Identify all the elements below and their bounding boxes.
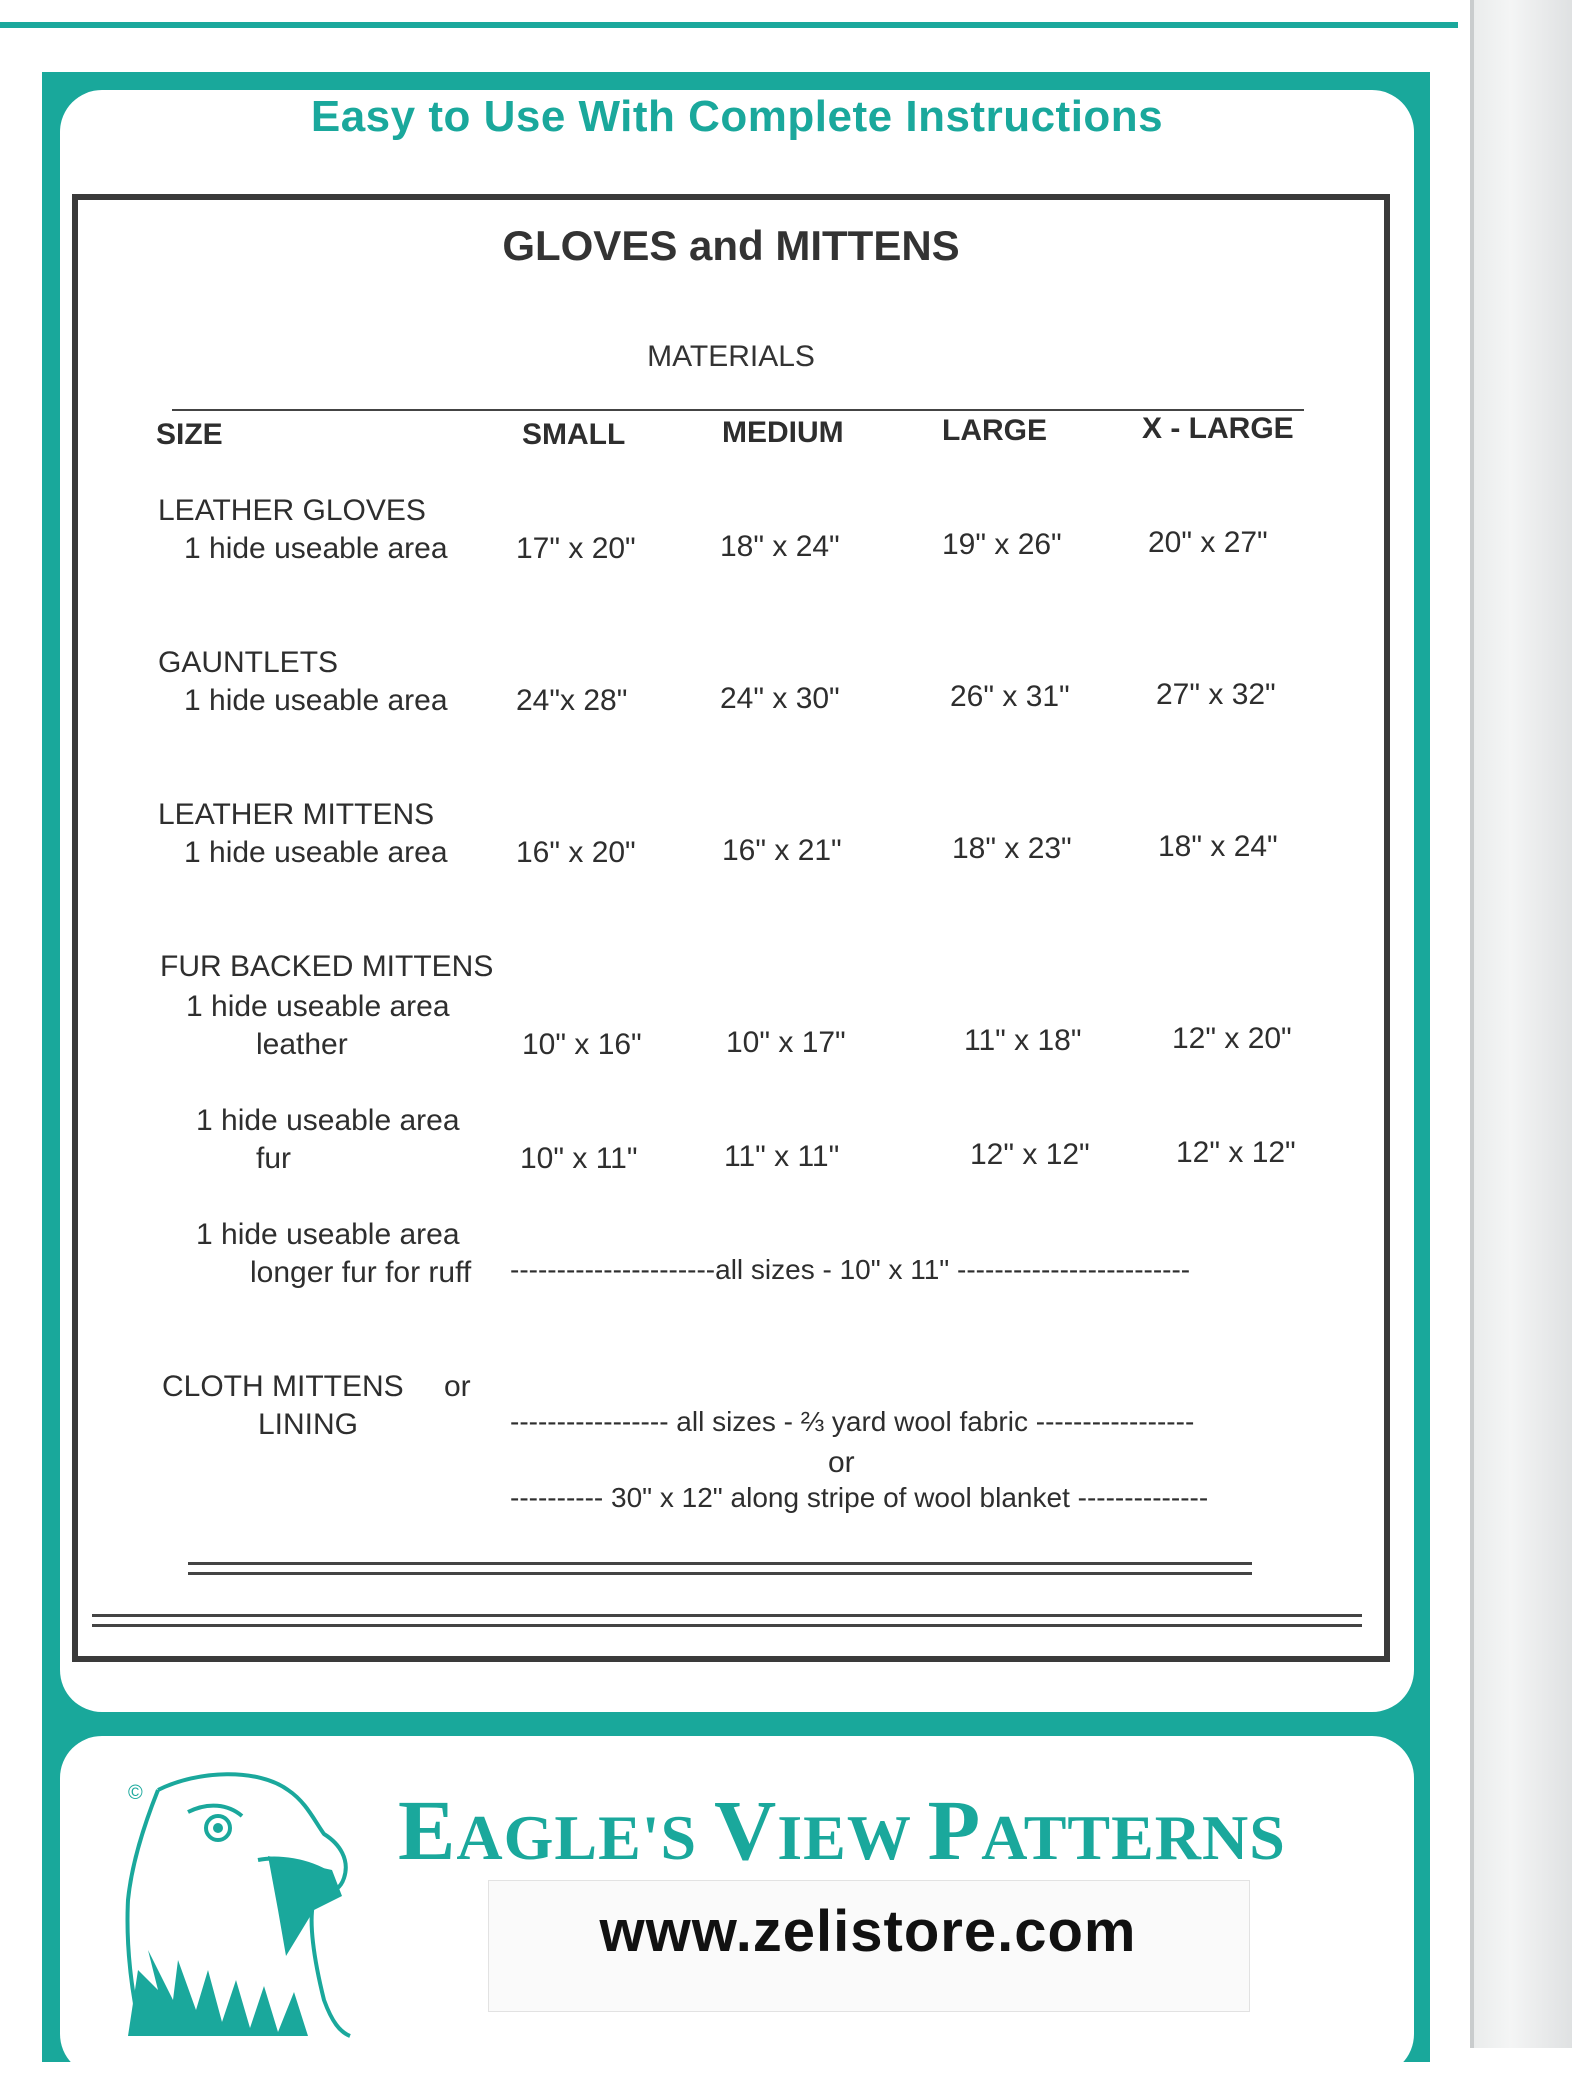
col-large: LARGE bbox=[942, 414, 1047, 447]
col-size: SIZE bbox=[156, 418, 223, 451]
cell-large: 26" x 31" bbox=[950, 680, 1070, 713]
row-fur-backed-mittens: FUR BACKED MITTENS bbox=[160, 950, 494, 983]
row-label: 1 hide useable area bbox=[196, 1218, 460, 1251]
brand-name: EAGLE'S VIEW PATTERNS bbox=[398, 1782, 1286, 1878]
cell-medium: 16" x 21" bbox=[722, 834, 842, 867]
cell-small: 24"x 28" bbox=[516, 684, 628, 717]
store-url[interactable]: www.zelistore.com bbox=[599, 1899, 1137, 1964]
row-gauntlets: GAUNTLETS bbox=[158, 646, 339, 679]
row-cloth-mittens: CLOTH MITTENS bbox=[162, 1370, 404, 1403]
page-edge bbox=[1470, 0, 1572, 2048]
cell-xlarge: 12" x 12" bbox=[1176, 1136, 1296, 1169]
row-sublabel: longer fur for ruff bbox=[250, 1256, 472, 1289]
page-title: GLOVES and MITTENS bbox=[502, 222, 960, 269]
cloth-or: or bbox=[828, 1446, 855, 1479]
cloth-blanket: ---------- 30" x 12" along stripe of wool blanket -------------- bbox=[510, 1482, 1209, 1513]
cell-large: 19" x 26" bbox=[942, 528, 1062, 561]
cell-medium: 18" x 24" bbox=[720, 530, 840, 563]
cell-xlarge: 18" x 24" bbox=[1158, 830, 1278, 863]
row-label: 1 hide useable area bbox=[184, 532, 448, 565]
col-medium: MEDIUM bbox=[722, 416, 844, 449]
cell-large: 12" x 12" bbox=[970, 1138, 1090, 1171]
header-rule bbox=[172, 409, 1304, 411]
row-cloth-or: or bbox=[444, 1370, 471, 1403]
ruff-all-sizes: ----------------------all sizes - 10" x 11" ------------------------- bbox=[510, 1254, 1191, 1285]
row-lining: LINING bbox=[258, 1408, 359, 1441]
top-border-line bbox=[0, 22, 1458, 28]
row-label: 1 hide useable area bbox=[184, 684, 448, 717]
copyright-mark: © bbox=[128, 1782, 143, 1804]
row-sublabel: fur bbox=[256, 1142, 292, 1175]
cell-medium: 11" x 11" bbox=[724, 1140, 840, 1173]
table-end-rule bbox=[188, 1562, 1252, 1575]
cloth-all-sizes: ----------------- all sizes - ⅔ yard wool fabric ----------------- bbox=[510, 1406, 1195, 1437]
row-leather-mittens: LEATHER MITTENS bbox=[158, 798, 435, 831]
cell-small: 10" x 16" bbox=[522, 1028, 642, 1061]
col-small: SMALL bbox=[522, 418, 626, 451]
cell-small: 17" x 20" bbox=[516, 532, 636, 565]
cell-xlarge: 12" x 20" bbox=[1172, 1022, 1292, 1055]
eagle-head-icon bbox=[118, 1760, 354, 2040]
cell-medium: 10" x 17" bbox=[726, 1026, 846, 1059]
cell-small: 10" x 11" bbox=[520, 1142, 638, 1175]
cell-medium: 24" x 30" bbox=[720, 682, 840, 715]
cell-large: 18" x 23" bbox=[952, 832, 1072, 865]
col-xlarge: X - LARGE bbox=[1142, 412, 1294, 445]
cell-xlarge: 27" x 32" bbox=[1156, 678, 1276, 711]
row-label: 1 hide useable area bbox=[186, 990, 450, 1023]
cell-large: 11" x 18" bbox=[964, 1024, 1082, 1057]
headline: Easy to Use With Complete Instructions bbox=[310, 92, 1164, 141]
cell-small: 16" x 20" bbox=[516, 836, 636, 869]
row-leather-gloves: LEATHER GLOVES bbox=[158, 494, 426, 527]
row-label: 1 hide useable area bbox=[196, 1104, 460, 1137]
materials-heading: MATERIALS bbox=[647, 340, 815, 373]
row-sublabel: leather bbox=[256, 1028, 348, 1061]
cell-xlarge: 20" x 27" bbox=[1148, 526, 1268, 559]
row-label: 1 hide useable area bbox=[184, 836, 448, 869]
box-end-rule bbox=[92, 1614, 1362, 1627]
